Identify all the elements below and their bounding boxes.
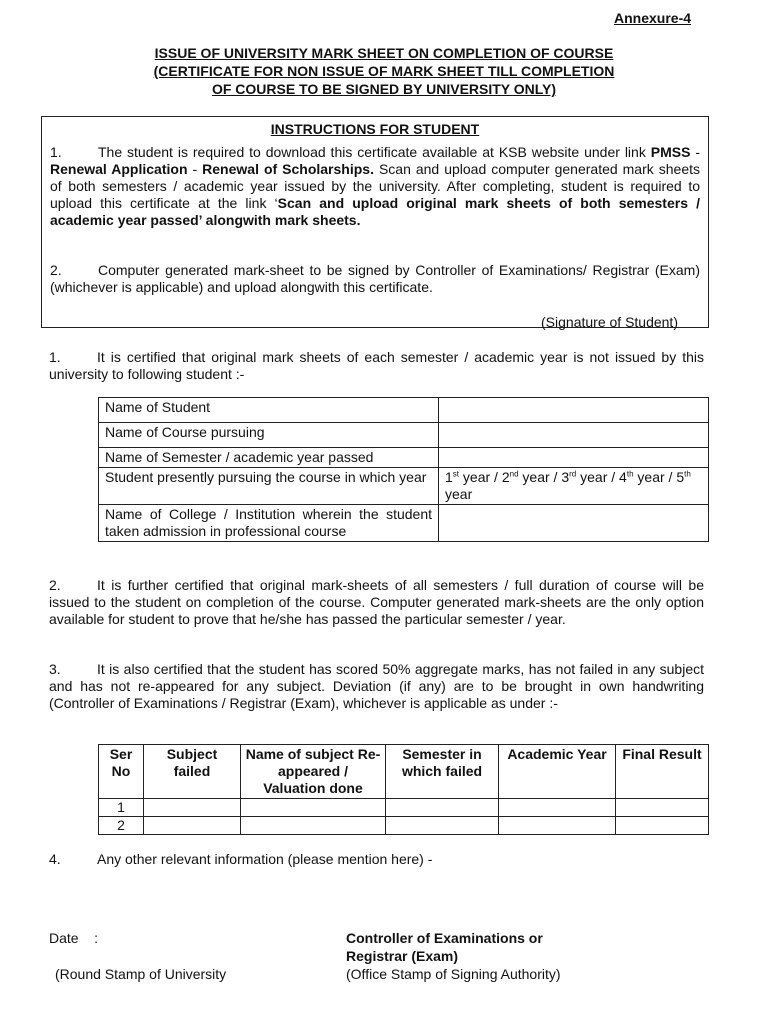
- name-of-student-value[interactable]: [439, 398, 709, 423]
- instruction-1-text: The student is required to download this certificate available at KSB website under link: [98, 144, 651, 160]
- cell[interactable]: [499, 799, 616, 817]
- controller-of-examinations-label: Controller of Examinations or: [346, 930, 543, 946]
- instruction-1-sep2: -: [187, 161, 203, 177]
- col-semester-failed: Semester in which failed: [386, 745, 499, 799]
- other-info-paragraph: [49, 851, 704, 868]
- signature-of-student: (Signature of Student): [541, 314, 678, 330]
- year-4-suffix: th: [626, 469, 634, 479]
- cell[interactable]: [499, 817, 616, 835]
- office-stamp-label: (Office Stamp of Signing Authority): [346, 966, 561, 982]
- instruction-paragraph-1: [50, 144, 700, 229]
- date-label: Date :: [49, 930, 99, 946]
- ser-cell: 1: [99, 799, 144, 817]
- year-sep: year /: [518, 469, 562, 485]
- cert-1-number: 1.: [49, 349, 61, 365]
- table-row: [99, 398, 709, 423]
- cell[interactable]: [616, 817, 709, 835]
- cell[interactable]: [386, 817, 499, 835]
- cell[interactable]: [616, 799, 709, 817]
- instruction-1-renewal-application: Renewal Application: [50, 161, 188, 177]
- instruction-1-text-2: Scan and upload computer generated mark sheets of both semesters / academic year issued by the university. After completing, student is required to upload this certificate at the link ‘: [50, 161, 700, 211]
- semester-passed-label: Name of Semester / academic year passed: [105, 449, 374, 465]
- instruction-1-renewal-scholarships: Renewal of Scholarships.: [202, 161, 374, 177]
- cert-1-text: It is certified that original mark sheets of each semester / academic year is not issued by this university to following student :-: [49, 349, 704, 382]
- current-year-options[interactable]: [439, 468, 709, 505]
- table-header-row: [99, 745, 709, 799]
- name-of-student-label: Name of Student: [105, 399, 211, 415]
- year-sep: year /: [459, 469, 502, 485]
- year-2-suffix: nd: [509, 469, 519, 479]
- cell[interactable]: [144, 817, 241, 835]
- cell[interactable]: [386, 799, 499, 817]
- instructions-box: [41, 116, 709, 328]
- current-year-label: Student presently pursuing the course in which year: [105, 469, 427, 485]
- row-label: [99, 468, 439, 505]
- year-1: 1: [445, 469, 453, 485]
- row-label: [99, 423, 439, 448]
- semester-passed-value[interactable]: [439, 448, 709, 468]
- cert-3-text: It is also certified that the student has scored 50% aggregate marks, has not failed in any subject and has not re-appeared for any subject. Deviation (if any) are to be brought in own handwriting (Controller of Examinations / Registrar (Exam), whichever is applicable as under :-: [49, 661, 704, 711]
- table-row: [99, 505, 709, 542]
- col-ser-no: Ser No: [99, 745, 144, 799]
- col-academic-year: Academic Year: [499, 745, 616, 799]
- other-info-text: Any other relevant information (please mention here) -: [97, 851, 433, 867]
- row-label: [99, 505, 439, 542]
- table-row: [99, 448, 709, 468]
- row-label: [99, 448, 439, 468]
- title-line-2: (CERTIFICATE FOR NON ISSUE OF MARK SHEET TILL COMPLETION: [153, 63, 615, 79]
- year-4: 4: [619, 469, 627, 485]
- failed-subjects-table: [98, 744, 709, 835]
- table-row: [99, 799, 709, 817]
- table-row: [99, 423, 709, 448]
- cert-2-text: It is further certified that original mark-sheets of all semesters / full duration of course will be issued to the student on completion of the course. Computer generated mark-sheets are the only option available for student to prove that he/she has passed the particular semester / year.: [49, 577, 704, 627]
- cell[interactable]: [241, 799, 386, 817]
- row-label: [99, 398, 439, 423]
- certification-paragraph-2: [49, 577, 704, 628]
- col-subject-failed: Subject failed: [144, 745, 241, 799]
- instruction-2-number: 2.: [50, 262, 62, 278]
- year-5-suffix: th: [684, 469, 691, 479]
- instruction-1-number: 1.: [50, 144, 62, 160]
- table-row: [99, 468, 709, 505]
- year-sep: year: [445, 486, 473, 502]
- college-label: Name of College / Institution wherein the student taken admission in professional course: [105, 506, 432, 539]
- course-pursuing-label: Name of Course pursuing: [105, 424, 265, 440]
- cell[interactable]: [241, 817, 386, 835]
- col-final-result: Final Result: [616, 745, 709, 799]
- round-stamp-label: (Round Stamp of University: [55, 966, 227, 982]
- instruction-paragraph-2: [50, 262, 700, 296]
- other-info-number: 4.: [49, 851, 61, 867]
- instruction-1-scan-upload: Scan and upload original mark sheets of both semesters / academic year passed’ alongwith mark sheets.: [50, 195, 700, 228]
- year-2: 2: [501, 469, 510, 485]
- student-details-table: [98, 397, 709, 542]
- registrar-label: Registrar (Exam): [346, 948, 459, 964]
- year-sep: year /: [576, 469, 620, 485]
- table-row: [99, 817, 709, 835]
- college-value[interactable]: [439, 505, 709, 542]
- instruction-2-text: Computer generated mark-sheet to be signed by Controller of Examinations/ Registrar (Exam) (whichever is applicable) and upload alongwith this certificate.: [50, 262, 700, 295]
- cert-3-number: 3.: [49, 661, 61, 677]
- instruction-1-sep: -: [690, 144, 700, 160]
- certification-paragraph-1: [49, 349, 704, 383]
- cert-2-number: 2.: [49, 577, 61, 593]
- annexure-label: Annexure-4: [614, 10, 692, 26]
- year-3: 3: [561, 469, 570, 485]
- year-sep: year /: [633, 469, 677, 485]
- ser-cell: 2: [99, 817, 144, 835]
- title-line-3: OF COURSE TO BE SIGNED BY UNIVERSITY ONLY): [211, 81, 557, 97]
- year-5: 5: [676, 469, 685, 485]
- certification-paragraph-3: [49, 661, 704, 712]
- year-3-suffix: rd: [569, 469, 577, 479]
- title-line-1: ISSUE OF UNIVERSITY MARK SHEET ON COMPLETION OF COURSE: [154, 45, 614, 61]
- col-subject-reappeared: Name of subject Re-appeared / Valuation done: [241, 745, 386, 799]
- year-1-suffix: st: [452, 469, 460, 479]
- course-pursuing-value[interactable]: [439, 423, 709, 448]
- cell[interactable]: [144, 799, 241, 817]
- instructions-heading: INSTRUCTIONS FOR STUDENT: [270, 121, 480, 137]
- instruction-1-pmss: PMSS: [650, 144, 691, 160]
